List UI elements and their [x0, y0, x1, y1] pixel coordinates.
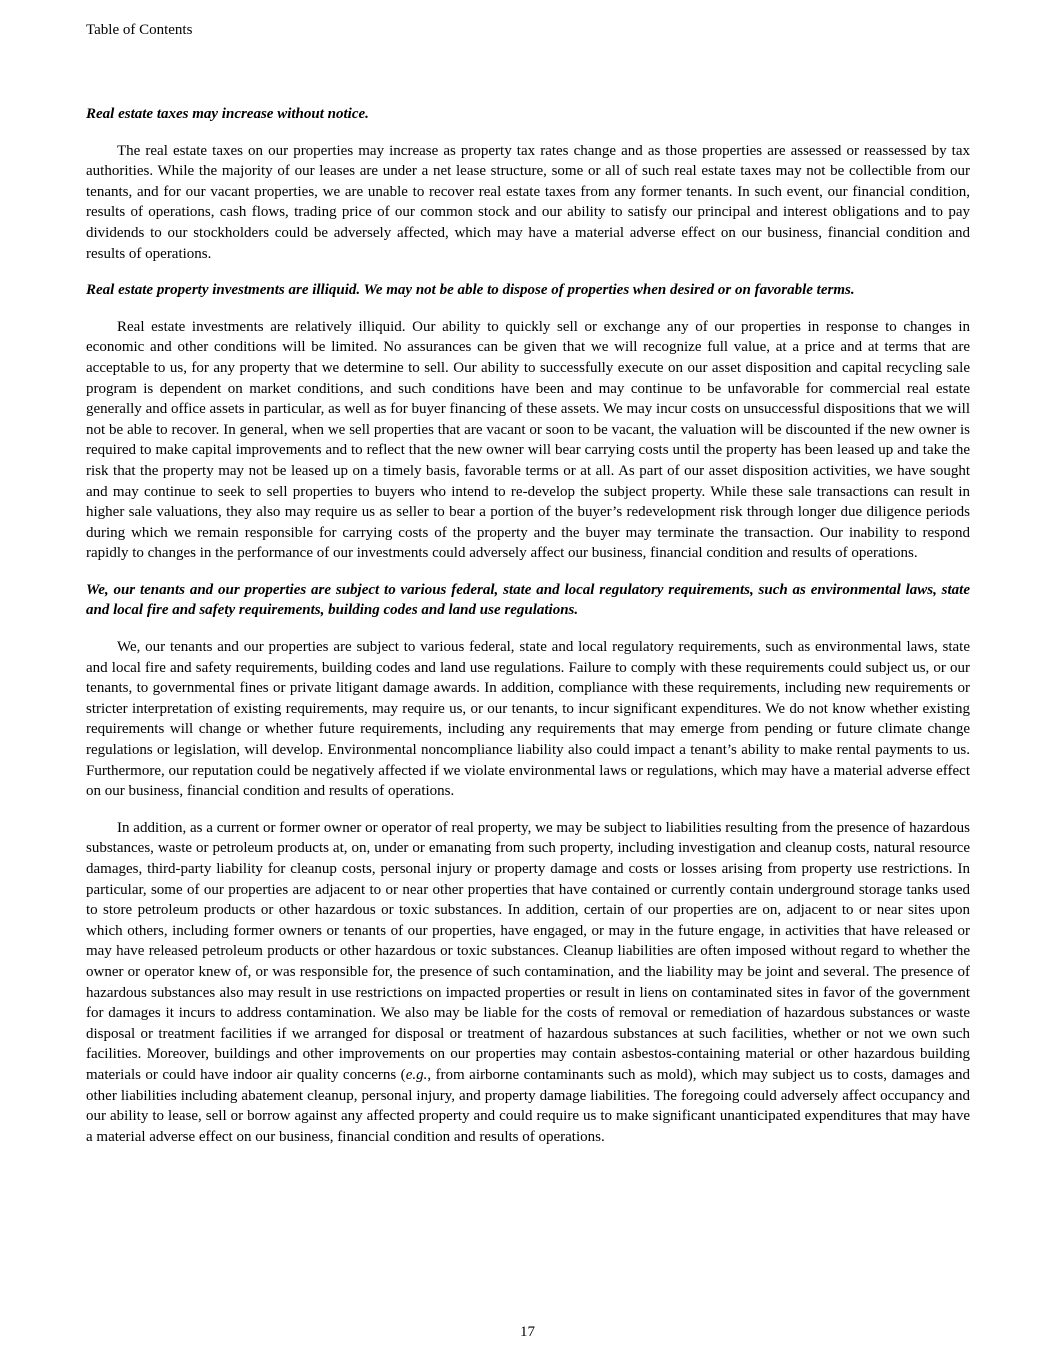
section-heading-taxes: Real estate taxes may increase without notice. [86, 106, 369, 122]
paragraph-illiquid: Real estate investments are relatively illiquid. Our ability to quickly sell or exchange any of our properties in response to changes in economic and other conditions will be limited. No assurances can be given that we will recognize full value, at a price and at terms that are acceptable to us, for any property that we determine to sell. Our ability to successfully execute on our asset disposition and capital recycling sale program is dependent on market conditions, and such conditions have been and may continue to be unfavorable for commercial real estate generally and office assets in particular, as well as for buyer financing of these assets. We may incur costs on unsuccessful dispositions that we will not be able to recover. In general, when we sell properties that are vacant or soon to be vacant, the valuation will be discounted if the new owner is required to make capital improvements and to reflect that the new owner will bear carrying costs until the property has been leased up and take the risk that the property may not be leased up on a timely basis, favorable terms or at all. As part of our asset disposition activities, we have sought and may continue to seek to sell properties to buyers who intend to re-develop the subject property. While these sale transactions can result in higher sale valuations, they also may require us as seller to bear a portion of the buyer’s redevelopment risk through longer due diligence periods during which we remain responsible for carrying costs of the property and the buyer may terminate the transaction. Our inability to respond rapidly to changes in the performance of our investments could adversely affect our business, financial condition and results of operations. [86, 318, 970, 562]
paragraph-regulatory: We, our tenants and our properties are subject to various federal, state and local regulatory requirements, such as environmental laws, state and local fire and safety requirements, building codes and land use regulations. Failure to comply with these requirements could subject us, or our tenants, to governmental fines or private litigant damage awards. In addition, compliance with these requirements, including new requirements or stricter interpretation of existing requirements, may require us, or our tenants, to incur significant expenditures. We do not know whether existing requirements will change or whether future requirements, including any requirements that may emerge from pending or future climate change regulations or legislation, will develop. Environmental noncompliance liability also could impact a tenant’s ability to make rental payments to us. Furthermore, our reputation could be negatively affected if we violate environmental laws or regulations, which may have a material adverse effect on our business, financial condition and results of operations. [86, 639, 970, 800]
section-heading-illiquid: Real estate property investments are illiquid. We may not be able to dispose of properties when desired or on favorable terms. [86, 282, 855, 299]
section-heading-regulatory: We, our tenants and our properties are subject to various federal, state and local regulatory requirements, such as environmental laws, state and local fire and safety requirements, building codes and land use regulations. [86, 581, 970, 619]
paragraph-hazardous-substances [86, 818, 970, 1148]
document-body [86, 104, 970, 1163]
paragraph-text-part2: , from airborne contaminants such as mold), which may subject us to costs, damages and other liabilities including abatement cleanup, personal injury, and property damage liabilities. The foregoing could adversely affect occupancy and our ability to lease, sell or borrow against any affected property and could require us to make significant unanticipated expenditures that may have a material adverse effect on our business, financial condition and results of operations. [86, 1066, 970, 1145]
table-of-contents-link[interactable]: Table of Contents [86, 22, 193, 38]
paragraph-taxes: The real estate taxes on our properties may increase as property tax rates change and as those properties are assessed or reassessed by tax authorities. While the majority of our leases are under a net lease structure, some or all of such real estate taxes may not be collectible from our tenants, and for our vacant properties, we are unable to recover real estate taxes from any former tenants. In such event, our financial condition, results of operations, cash flows, trading price of our common stock and our ability to satisfy our principal and interest obligations and to pay dividends to our stockholders could be adversely affected, which may have a material adverse effect on our business, financial condition and results of operations. [86, 142, 970, 262]
abbreviation-eg: e.g. [405, 1066, 428, 1083]
page-number: 17 [520, 1324, 535, 1340]
paragraph-text-part1: In addition, as a current or former owner or operator of real property, we may be subject to liabilities resulting from the presence of hazardous substances, waste or petroleum products at, on, under or emanating from such property, including investigation and cleanup costs, natural resource damages, third-party liability for cleanup costs, personal injury or property damage and costs or losses arising from property use restrictions. In particular, some of our properties are adjacent to or near other properties that have contained or currently contain underground storage tanks used to store petroleum products or other hazardous or toxic substances. In addition, certain of our properties are on, adjacent to or near sites upon which others, including former owners or tenants of our properties, have engaged, or may in the future engage, in activities that have released or may have released petroleum products or other hazardous or toxic substances. Cleanup liabilities are often imposed without regard to whether the owner or operator knew of, or was responsible for, the presence of such contamination, and the liability may be joint and several. The presence of hazardous substances also may result in use restrictions on impacted properties or result in liens on contaminated sites in favor of the government for damages it incurs to address contamination. We also may be liable for the costs of removal or remediation of hazardous substances or waste disposal or treatment facilities if we arranged for disposal or treatment of hazardous substances at such facilities, whether or not we own such facilities. Moreover, buildings and other improvements on our properties may contain asbestos-containing material or other hazardous building materials or could have indoor air quality concerns ( [86, 819, 970, 1083]
